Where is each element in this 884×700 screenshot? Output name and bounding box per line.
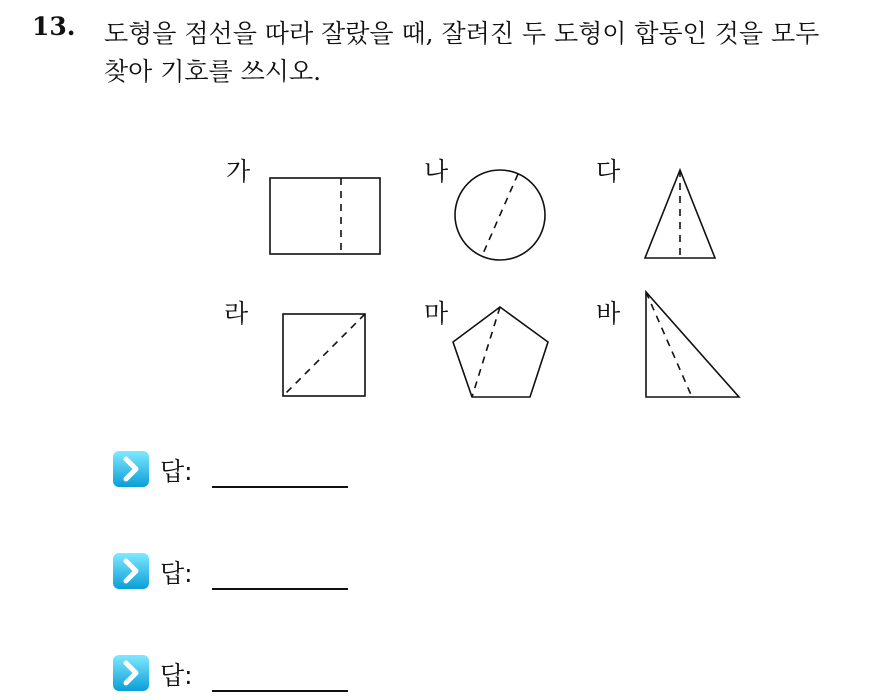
question-text-line-2: 찾아 기호를 쓰시오. [104,57,322,86]
chevron-right-icon [112,654,150,692]
answer-label: 답: [160,559,193,588]
figure-label-da: 다 [596,157,621,186]
figure-label-ma: 마 [424,299,449,328]
figure-ba-right-triangle [646,292,739,397]
figure-label-ba: 바 [596,299,621,328]
figure-label-ga: 가 [226,157,251,186]
answer-blank-line[interactable] [212,486,348,488]
question-number: 13. [32,12,76,41]
answer-label: 답: [160,457,193,486]
figure-ra-square [283,314,365,396]
chevron-right-icon [112,450,150,488]
figure-ma-pentagon [453,307,548,397]
chevron-right-icon [112,552,150,590]
answer-label: 답: [160,661,193,690]
question-text-line-1: 도형을 점선을 따라 잘랐을 때, 잘려진 두 도형이 합동인 것을 모두 [104,19,820,48]
figure-label-ra: 라 [224,299,249,328]
answer-blank-line[interactable] [212,690,348,692]
answer-blank-line[interactable] [212,588,348,590]
figure-ga-rectangle [270,178,380,254]
figure-na-circle [455,170,545,260]
figure-label-na: 나 [424,157,449,186]
figure-da-triangle [645,170,715,258]
